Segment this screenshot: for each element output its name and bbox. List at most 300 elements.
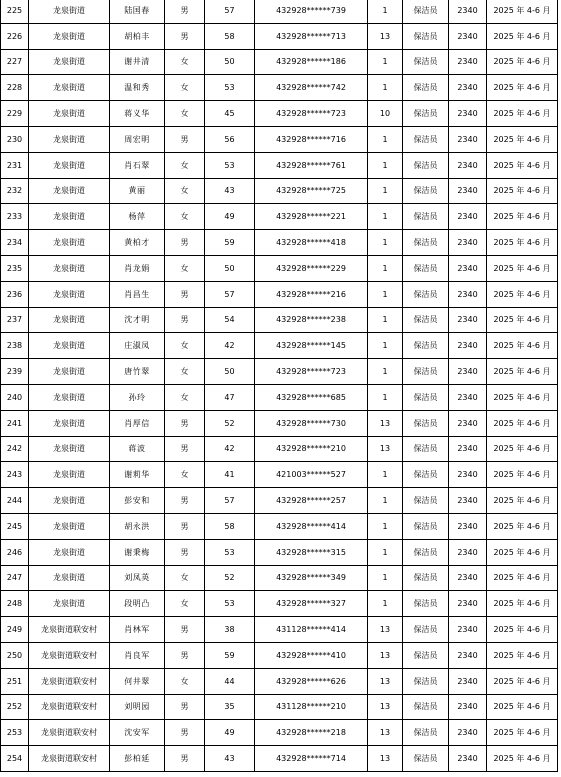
category-cell: 1: [368, 307, 403, 333]
district-cell: 龙泉街道: [29, 333, 110, 359]
district-cell: 龙泉街道: [29, 513, 110, 539]
job-title-cell: 保洁员: [403, 565, 449, 591]
job-title-cell: 保洁员: [403, 591, 449, 617]
period-cell: 2025 年 4-6 月: [487, 565, 558, 591]
district-cell: 龙泉街道: [29, 230, 110, 256]
table-row: [1, 488, 558, 514]
period-cell: 2025 年 4-6 月: [487, 539, 558, 565]
id-number-cell: 432928******739: [255, 0, 368, 23]
id-number-cell: 432928******327: [255, 591, 368, 617]
id-number-cell: 432928******714: [255, 746, 368, 772]
gender-cell: 女: [165, 75, 205, 101]
amount-cell: 2340: [449, 436, 487, 462]
row-number: 240: [1, 384, 29, 410]
table-row: [1, 462, 558, 488]
table-row: [1, 75, 558, 101]
id-number-cell: 432928******723: [255, 359, 368, 385]
name-cell: 杨萍: [110, 204, 165, 230]
table-row: [1, 436, 558, 462]
row-number: 239: [1, 359, 29, 385]
job-title-cell: 保洁员: [403, 152, 449, 178]
row-number: 238: [1, 333, 29, 359]
name-cell: 沈才明: [110, 307, 165, 333]
table-row: [1, 384, 558, 410]
job-title-cell: 保洁员: [403, 333, 449, 359]
row-number: 228: [1, 75, 29, 101]
job-title-cell: 保洁员: [403, 694, 449, 720]
period-cell: 2025 年 4-6 月: [487, 230, 558, 256]
table-row: [1, 333, 558, 359]
row-number: 226: [1, 23, 29, 49]
table-row: [1, 746, 558, 772]
category-cell: 13: [368, 617, 403, 643]
table-row: [1, 255, 558, 281]
age-cell: 58: [205, 513, 255, 539]
id-number-cell: 432928******238: [255, 307, 368, 333]
period-cell: 2025 年 4-6 月: [487, 126, 558, 152]
gender-cell: 女: [165, 333, 205, 359]
period-cell: 2025 年 4-6 月: [487, 75, 558, 101]
job-title-cell: 保洁员: [403, 642, 449, 668]
amount-cell: 2340: [449, 49, 487, 75]
name-cell: 肖龙娟: [110, 255, 165, 281]
id-number-cell: 432928******685: [255, 384, 368, 410]
district-cell: 龙泉街道: [29, 23, 110, 49]
row-number: 230: [1, 126, 29, 152]
row-number: 245: [1, 513, 29, 539]
id-number-cell: 431128******414: [255, 617, 368, 643]
category-cell: 1: [368, 591, 403, 617]
category-cell: 1: [368, 0, 403, 23]
table-row: [1, 49, 558, 75]
row-number: 241: [1, 410, 29, 436]
name-cell: 彭柏延: [110, 746, 165, 772]
table-row: [1, 617, 558, 643]
row-number: 231: [1, 152, 29, 178]
period-cell: 2025 年 4-6 月: [487, 513, 558, 539]
district-cell: 龙泉街道: [29, 462, 110, 488]
district-cell: 龙泉街道联安村: [29, 617, 110, 643]
table-row: [1, 307, 558, 333]
job-title-cell: 保洁员: [403, 281, 449, 307]
amount-cell: 2340: [449, 0, 487, 23]
id-number-cell: 432928******716: [255, 126, 368, 152]
table-row: [1, 668, 558, 694]
job-title-cell: 保洁员: [403, 488, 449, 514]
district-cell: 龙泉街道: [29, 126, 110, 152]
job-title-cell: 保洁员: [403, 720, 449, 746]
job-title-cell: 保洁员: [403, 384, 449, 410]
gender-cell: 男: [165, 513, 205, 539]
district-cell: 龙泉街道: [29, 565, 110, 591]
id-number-cell: 432928******713: [255, 23, 368, 49]
amount-cell: 2340: [449, 539, 487, 565]
id-number-cell: 432928******315: [255, 539, 368, 565]
category-cell: 1: [368, 152, 403, 178]
category-cell: 1: [368, 178, 403, 204]
age-cell: 42: [205, 436, 255, 462]
period-cell: 2025 年 4-6 月: [487, 591, 558, 617]
amount-cell: 2340: [449, 23, 487, 49]
age-cell: 59: [205, 230, 255, 256]
row-number: 246: [1, 539, 29, 565]
category-cell: 13: [368, 410, 403, 436]
table-row: [1, 642, 558, 668]
gender-cell: 男: [165, 0, 205, 23]
id-number-cell: 432928******730: [255, 410, 368, 436]
category-cell: 1: [368, 75, 403, 101]
period-cell: 2025 年 4-6 月: [487, 152, 558, 178]
table-row: [1, 281, 558, 307]
amount-cell: 2340: [449, 617, 487, 643]
gender-cell: 男: [165, 410, 205, 436]
table-row: [1, 126, 558, 152]
amount-cell: 2340: [449, 126, 487, 152]
id-number-cell: 432928******418: [255, 230, 368, 256]
row-number: 234: [1, 230, 29, 256]
gender-cell: 女: [165, 591, 205, 617]
row-number: 242: [1, 436, 29, 462]
amount-cell: 2340: [449, 513, 487, 539]
age-cell: 38: [205, 617, 255, 643]
name-cell: 肖石翠: [110, 152, 165, 178]
amount-cell: 2340: [449, 101, 487, 127]
age-cell: 44: [205, 668, 255, 694]
amount-cell: 2340: [449, 694, 487, 720]
gender-cell: 男: [165, 230, 205, 256]
category-cell: 1: [368, 204, 403, 230]
category-cell: 1: [368, 384, 403, 410]
age-cell: 45: [205, 101, 255, 127]
category-cell: 13: [368, 642, 403, 668]
category-cell: 1: [368, 255, 403, 281]
gender-cell: 女: [165, 359, 205, 385]
district-cell: 龙泉街道: [29, 152, 110, 178]
job-title-cell: 保洁员: [403, 0, 449, 23]
table-row: [1, 591, 558, 617]
gender-cell: 男: [165, 720, 205, 746]
period-cell: 2025 年 4-6 月: [487, 384, 558, 410]
age-cell: 42: [205, 333, 255, 359]
gender-cell: 女: [165, 384, 205, 410]
district-cell: 龙泉街道: [29, 49, 110, 75]
amount-cell: 2340: [449, 230, 487, 256]
name-cell: 胡永洪: [110, 513, 165, 539]
job-title-cell: 保洁员: [403, 307, 449, 333]
category-cell: 1: [368, 230, 403, 256]
district-cell: 龙泉街道: [29, 307, 110, 333]
job-title-cell: 保洁员: [403, 410, 449, 436]
name-cell: 肖良军: [110, 642, 165, 668]
category-cell: 1: [368, 281, 403, 307]
gender-cell: 女: [165, 152, 205, 178]
period-cell: 2025 年 4-6 月: [487, 694, 558, 720]
row-number: 232: [1, 178, 29, 204]
period-cell: 2025 年 4-6 月: [487, 462, 558, 488]
table-row: [1, 101, 558, 127]
job-title-cell: 保洁员: [403, 75, 449, 101]
amount-cell: 2340: [449, 720, 487, 746]
row-number: 244: [1, 488, 29, 514]
gender-cell: 女: [165, 462, 205, 488]
category-cell: 13: [368, 694, 403, 720]
amount-cell: 2340: [449, 384, 487, 410]
period-cell: 2025 年 4-6 月: [487, 101, 558, 127]
id-number-cell: 432928******229: [255, 255, 368, 281]
id-number-cell: 432928******218: [255, 720, 368, 746]
name-cell: 段明凸: [110, 591, 165, 617]
period-cell: 2025 年 4-6 月: [487, 281, 558, 307]
name-cell: 谢秉梅: [110, 539, 165, 565]
age-cell: 53: [205, 539, 255, 565]
age-cell: 53: [205, 75, 255, 101]
age-cell: 49: [205, 204, 255, 230]
gender-cell: 男: [165, 694, 205, 720]
age-cell: 49: [205, 720, 255, 746]
gender-cell: 男: [165, 307, 205, 333]
gender-cell: 男: [165, 746, 205, 772]
period-cell: 2025 年 4-6 月: [487, 49, 558, 75]
row-number: 253: [1, 720, 29, 746]
district-cell: 龙泉街道: [29, 75, 110, 101]
row-number: 254: [1, 746, 29, 772]
district-cell: 龙泉街道: [29, 539, 110, 565]
name-cell: 彭安和: [110, 488, 165, 514]
age-cell: 50: [205, 359, 255, 385]
age-cell: 53: [205, 591, 255, 617]
district-cell: 龙泉街道联安村: [29, 746, 110, 772]
age-cell: 59: [205, 642, 255, 668]
id-number-cell: 432928******257: [255, 488, 368, 514]
amount-cell: 2340: [449, 591, 487, 617]
job-title-cell: 保洁员: [403, 101, 449, 127]
gender-cell: 男: [165, 617, 205, 643]
gender-cell: 女: [165, 178, 205, 204]
gender-cell: 男: [165, 281, 205, 307]
name-cell: 谢井清: [110, 49, 165, 75]
period-cell: 2025 年 4-6 月: [487, 204, 558, 230]
category-cell: 10: [368, 101, 403, 127]
amount-cell: 2340: [449, 642, 487, 668]
amount-cell: 2340: [449, 307, 487, 333]
category-cell: 1: [368, 513, 403, 539]
name-cell: 刘明园: [110, 694, 165, 720]
age-cell: 43: [205, 178, 255, 204]
period-cell: 2025 年 4-6 月: [487, 746, 558, 772]
id-number-cell: 432928******349: [255, 565, 368, 591]
gender-cell: 男: [165, 642, 205, 668]
age-cell: 35: [205, 694, 255, 720]
name-cell: 庄淑凤: [110, 333, 165, 359]
job-title-cell: 保洁员: [403, 668, 449, 694]
district-cell: 龙泉街道: [29, 436, 110, 462]
period-cell: 2025 年 4-6 月: [487, 410, 558, 436]
district-cell: 龙泉街道: [29, 359, 110, 385]
id-number-cell: 432928******410: [255, 642, 368, 668]
row-number: 247: [1, 565, 29, 591]
id-number-cell: 432928******210: [255, 436, 368, 462]
row-number: 236: [1, 281, 29, 307]
job-title-cell: 保洁员: [403, 23, 449, 49]
id-number-cell: 432928******626: [255, 668, 368, 694]
table-row: [1, 178, 558, 204]
gender-cell: 女: [165, 49, 205, 75]
amount-cell: 2340: [449, 204, 487, 230]
age-cell: 50: [205, 255, 255, 281]
row-number: 233: [1, 204, 29, 230]
job-title-cell: 保洁员: [403, 49, 449, 75]
table-row: [1, 359, 558, 385]
amount-cell: 2340: [449, 255, 487, 281]
id-number-cell: 432928******216: [255, 281, 368, 307]
period-cell: 2025 年 4-6 月: [487, 720, 558, 746]
name-cell: 唐竹翠: [110, 359, 165, 385]
table-row: [1, 513, 558, 539]
category-cell: 13: [368, 668, 403, 694]
row-number: 229: [1, 101, 29, 127]
age-cell: 41: [205, 462, 255, 488]
table-row: [1, 539, 558, 565]
job-title-cell: 保洁员: [403, 539, 449, 565]
age-cell: 57: [205, 0, 255, 23]
period-cell: 2025 年 4-6 月: [487, 333, 558, 359]
name-cell: 黄丽: [110, 178, 165, 204]
amount-cell: 2340: [449, 281, 487, 307]
district-cell: 龙泉街道: [29, 384, 110, 410]
job-title-cell: 保洁员: [403, 230, 449, 256]
id-number-cell: 432928******742: [255, 75, 368, 101]
id-number-cell: 421003******527: [255, 462, 368, 488]
district-cell: 龙泉街道: [29, 488, 110, 514]
name-cell: 蒋义华: [110, 101, 165, 127]
age-cell: 56: [205, 126, 255, 152]
amount-cell: 2340: [449, 152, 487, 178]
period-cell: 2025 年 4-6 月: [487, 307, 558, 333]
job-title-cell: 保洁员: [403, 617, 449, 643]
row-number: 243: [1, 462, 29, 488]
age-cell: 57: [205, 281, 255, 307]
name-cell: 沈安军: [110, 720, 165, 746]
row-number: 251: [1, 668, 29, 694]
district-cell: 龙泉街道: [29, 178, 110, 204]
row-number: 237: [1, 307, 29, 333]
name-cell: 肖林军: [110, 617, 165, 643]
category-cell: 1: [368, 333, 403, 359]
amount-cell: 2340: [449, 359, 487, 385]
job-title-cell: 保洁员: [403, 255, 449, 281]
period-cell: 2025 年 4-6 月: [487, 255, 558, 281]
row-number: 227: [1, 49, 29, 75]
table-row: [1, 204, 558, 230]
name-cell: 孙玲: [110, 384, 165, 410]
category-cell: 1: [368, 462, 403, 488]
table-row: [1, 694, 558, 720]
table-row: [1, 0, 558, 23]
gender-cell: 男: [165, 436, 205, 462]
amount-cell: 2340: [449, 75, 487, 101]
name-cell: 陆国春: [110, 0, 165, 23]
age-cell: 54: [205, 307, 255, 333]
job-title-cell: 保洁员: [403, 513, 449, 539]
period-cell: 2025 年 4-6 月: [487, 436, 558, 462]
id-number-cell: 432928******414: [255, 513, 368, 539]
category-cell: 13: [368, 720, 403, 746]
amount-cell: 2340: [449, 333, 487, 359]
gender-cell: 女: [165, 565, 205, 591]
gender-cell: 男: [165, 488, 205, 514]
id-number-cell: 432928******221: [255, 204, 368, 230]
period-cell: 2025 年 4-6 月: [487, 488, 558, 514]
job-title-cell: 保洁员: [403, 178, 449, 204]
category-cell: 1: [368, 565, 403, 591]
row-number: 252: [1, 694, 29, 720]
table-row: [1, 565, 558, 591]
gender-cell: 男: [165, 126, 205, 152]
name-cell: 周宏明: [110, 126, 165, 152]
table-row: [1, 23, 558, 49]
amount-cell: 2340: [449, 462, 487, 488]
district-cell: 龙泉街道: [29, 204, 110, 230]
gender-cell: 女: [165, 668, 205, 694]
id-number-cell: 432928******761: [255, 152, 368, 178]
amount-cell: 2340: [449, 178, 487, 204]
district-cell: 龙泉街道: [29, 281, 110, 307]
name-cell: 黄柏才: [110, 230, 165, 256]
gender-cell: 女: [165, 255, 205, 281]
district-cell: 龙泉街道联安村: [29, 694, 110, 720]
name-cell: 刘凤英: [110, 565, 165, 591]
table-row: [1, 152, 558, 178]
table-body: [1, 0, 558, 771]
district-cell: 龙泉街道: [29, 101, 110, 127]
district-cell: 龙泉街道: [29, 0, 110, 23]
row-number: 225: [1, 0, 29, 23]
job-title-cell: 保洁员: [403, 436, 449, 462]
table-row: [1, 230, 558, 256]
age-cell: 52: [205, 565, 255, 591]
age-cell: 57: [205, 488, 255, 514]
name-cell: 温和秀: [110, 75, 165, 101]
table-row: [1, 720, 558, 746]
amount-cell: 2340: [449, 565, 487, 591]
amount-cell: 2340: [449, 410, 487, 436]
gender-cell: 女: [165, 204, 205, 230]
category-cell: 13: [368, 23, 403, 49]
name-cell: 肖昌生: [110, 281, 165, 307]
district-cell: 龙泉街道: [29, 410, 110, 436]
category-cell: 13: [368, 436, 403, 462]
id-number-cell: 432928******186: [255, 49, 368, 75]
table-row: [1, 410, 558, 436]
id-number-cell: 432928******723: [255, 101, 368, 127]
district-cell: 龙泉街道联安村: [29, 720, 110, 746]
row-number: 235: [1, 255, 29, 281]
category-cell: 1: [368, 126, 403, 152]
job-title-cell: 保洁员: [403, 204, 449, 230]
period-cell: 2025 年 4-6 月: [487, 178, 558, 204]
job-title-cell: 保洁员: [403, 126, 449, 152]
category-cell: 1: [368, 488, 403, 514]
gender-cell: 男: [165, 23, 205, 49]
job-title-cell: 保洁员: [403, 462, 449, 488]
gender-cell: 女: [165, 101, 205, 127]
job-title-cell: 保洁员: [403, 359, 449, 385]
name-cell: 肖厚信: [110, 410, 165, 436]
row-number: 250: [1, 642, 29, 668]
period-cell: 2025 年 4-6 月: [487, 668, 558, 694]
name-cell: 胡柏丰: [110, 23, 165, 49]
category-cell: 1: [368, 539, 403, 565]
